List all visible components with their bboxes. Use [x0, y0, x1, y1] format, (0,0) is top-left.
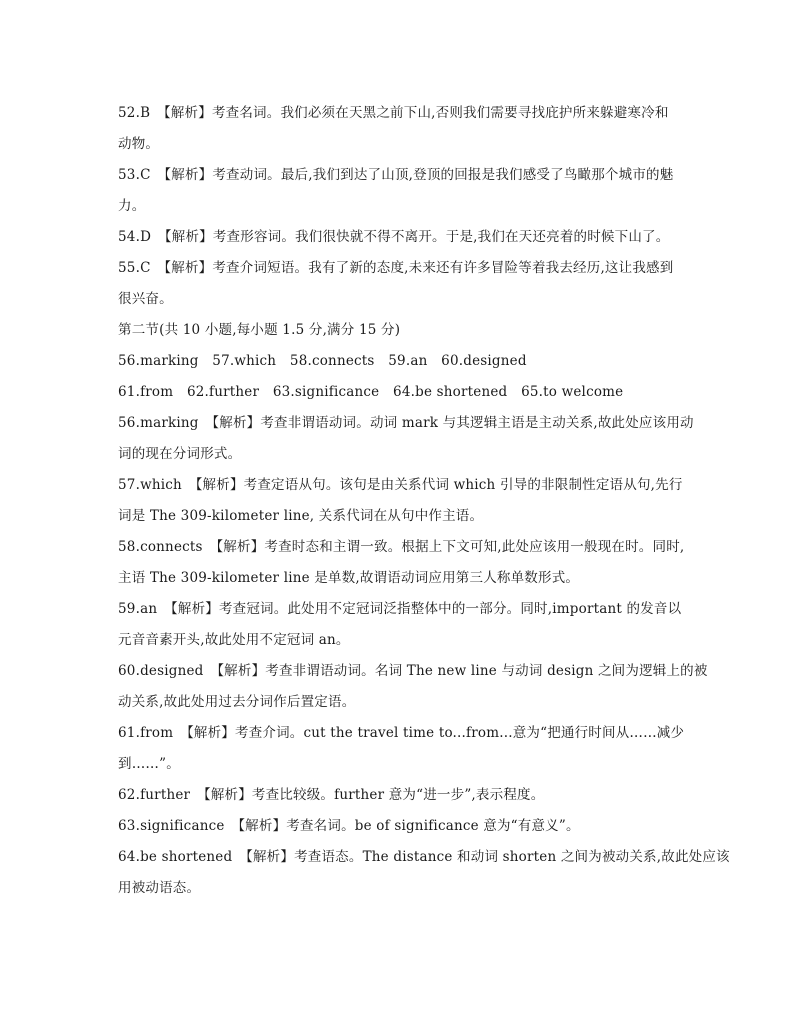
answer-key-row-1: 56.marking 57.which 58.connects 59.an 60.designed	[118, 353, 527, 369]
text-line-11: 56.marking 【解析】考查非谓语动词。动词 mark 与其逻辑主语是主动关系,故此处应该用动	[118, 415, 694, 431]
text-line-4: 力。	[118, 198, 146, 214]
text-line-3: 53.C 【解析】考查动词。最后,我们到达了山顶,登顶的回报是我们感受了鸟瞰那个城市的魅	[118, 167, 674, 183]
text-line-13: 57.which 【解析】考查定语从句。该句是由关系代词 which 引导的非限制性定语从句,先行	[118, 477, 683, 493]
text-line-5: 54.D 【解析】考查形容词。我们很快就不得不离开。于是,我们在天还亮着的时候下山了。	[118, 229, 670, 245]
text-line-19: 60.designed 【解析】考查非谓语动词。名词 The new line 与动词 design 之间为逻辑上的被	[118, 663, 708, 679]
text-line-26: 用被动语态。	[118, 880, 201, 896]
text-line-17: 59.an 【解析】考查冠词。此处用不定冠词泛指整体中的一部分。同时,important 的发音以	[118, 601, 682, 617]
text-line-16: 主语 The 309-kilometer line 是单数,故谓语动词应用第三人称单数形式。	[118, 570, 580, 586]
text-line-7: 很兴奋。	[118, 291, 173, 307]
text-line-23: 62.further 【解析】考查比较级。further 意为“进一步”,表示程度。	[118, 787, 545, 803]
text-line-1: 52.B 【解析】考查名词。我们必须在天黑之前下山,否则我们需要寻找庇护所来躲避寒冷和	[118, 105, 669, 121]
section-heading: 第二节(共 10 小题,每小题 1.5 分,满分 15 分)	[118, 322, 401, 338]
text-line-18: 元音音素开头,故此处用不定冠词 an。	[118, 632, 350, 648]
text-line-24: 63.significance 【解析】考查名词。be of significance 意为“有意义”。	[118, 818, 580, 834]
text-line-20: 动关系,故此处用过去分词作后置定语。	[118, 694, 356, 710]
answer-explanations	[118, 98, 730, 904]
text-line-15: 58.connects 【解析】考查时态和主谓一致。根据上下文可知,此处应该用一般现在时。同时,	[118, 539, 685, 555]
text-line-6: 55.C 【解析】考查介词短语。我有了新的态度,未来还有许多冒险等着我去经历,这让我感到	[118, 260, 674, 276]
text-line-12: 词的现在分词形式。	[118, 446, 242, 462]
text-line-21: 61.from 【解析】考查介词。cut the travel time to...from...意为“把通行时间从……减少	[118, 725, 685, 741]
text-line-25: 64.be shortened 【解析】考查语态。The distance 和动词 shorten 之间为被动关系,故此处应该	[118, 849, 730, 865]
text-line-2: 动物。	[118, 136, 160, 152]
text-line-14: 词是 The 309-kilometer line, 关系代词在从句中作主语。	[118, 508, 484, 524]
text-line-22: 到……”。	[118, 756, 180, 772]
answer-key-row-2: 61.from 62.further 63.significance 64.be shortened 65.to welcome	[118, 384, 624, 400]
